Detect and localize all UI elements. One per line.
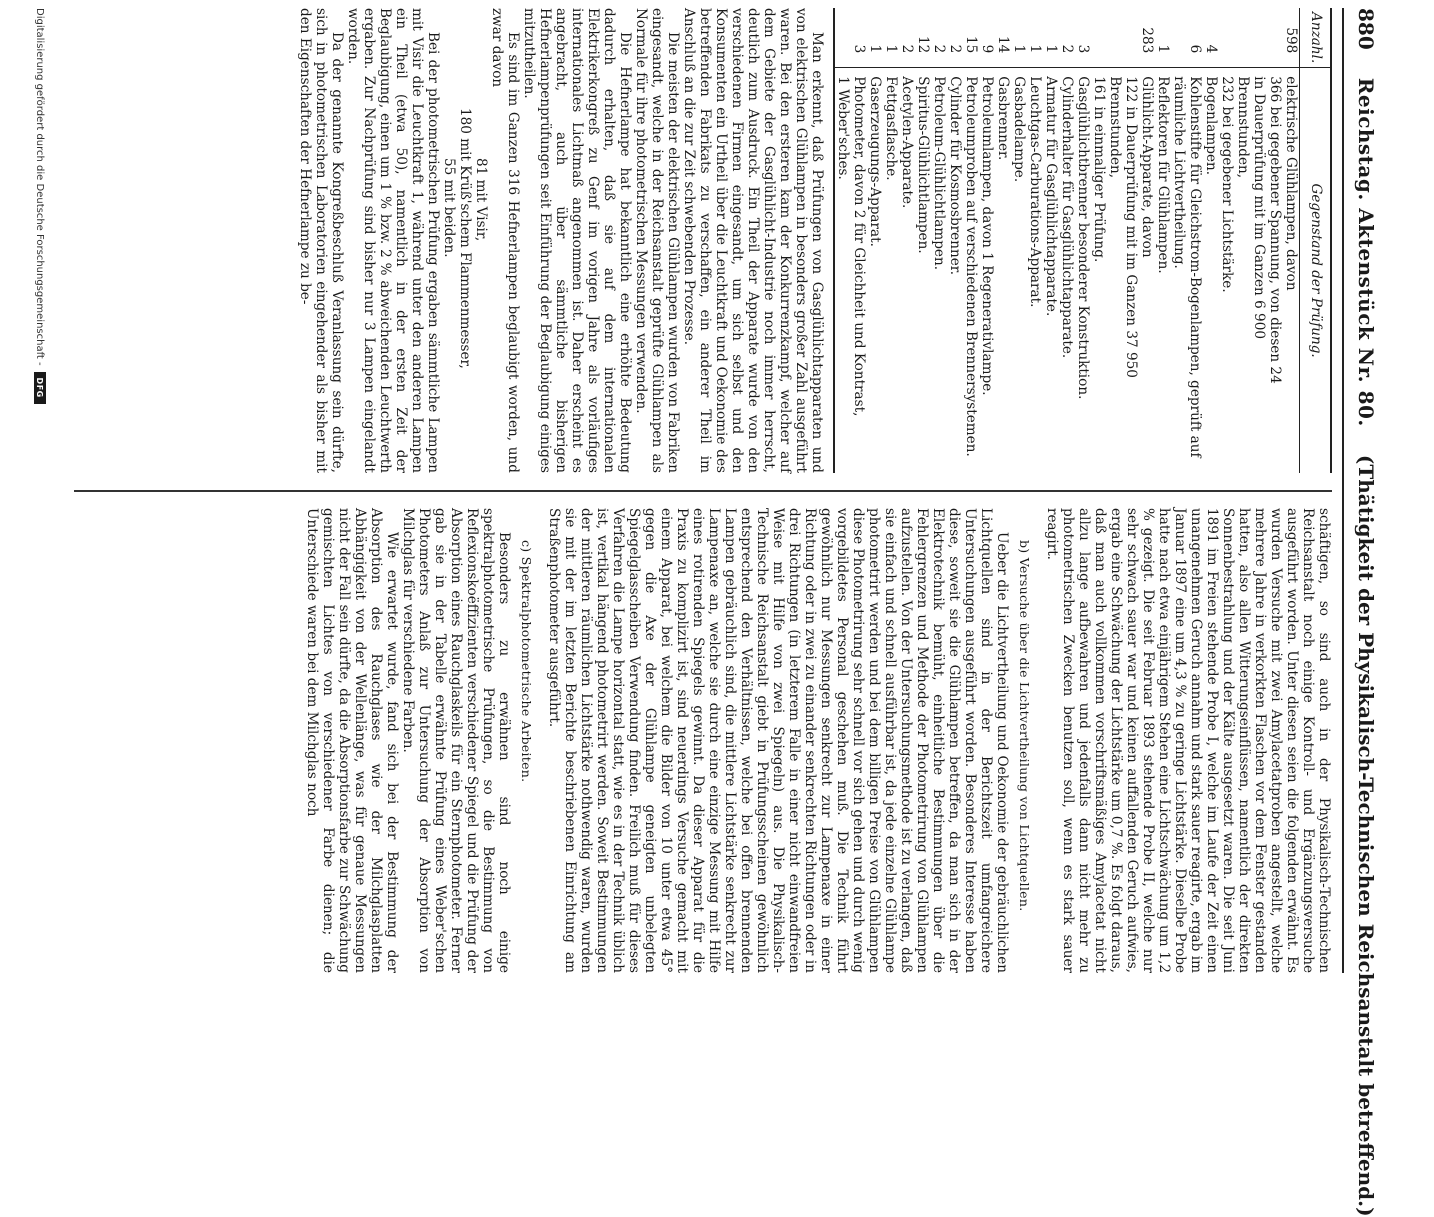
paragraph: Ueber die Lichtvertheilung und Oekonomie der gebräuchlichen Lichtquellen sind in der Berichtszeit umfangreichere Untersuchungen ausgeführt worden. Besonderes Interesse haben diese, soweit sie die Glühlampen betreffen, da man sich in der Elektrotechnik bemüht, einheitliche Bestimmungen über die Fehlergrenzen und Methode der Photometrirung von Glühlampen aufzustellen. Von der Untersuchungsmethode ist zu verlangen, daß sie einfach und schnell ausführbar ist, da jede einzelne Glühlampe photometrirt werden und bei dem billigen Preise von Glühlampen diese Photometrirung sehr schnell vor sich gehen und durch wenig vorgebildetes Personal geschehen muß. Die Technik führt gewöhnlich nur Messungen senkrecht zur Lampenaxe in einer Richtung oder in zwei zu einander senkrechten Richtungen oder in drei Richtungen (in letzterem Falle in einer nicht einwandfreien Weise mit Hilfe von zwei Spiegeln) aus. Die Physikalisch-Technische Reichsanstalt giebt in Prüfungsscheinen gewöhnlich entsprechend den Verhältnissen, welche bei offen brennenden Lampen gebräuchlich sind, die mittlere Lichtstärke senkrecht zur Lampenaxe an, welche sie durch eine einzige Messung mit Hilfe eines rotirenden Spiegels gewinnt. Da dieser Apparat für die Praxis zu komplizirt ist, sind neuerdings Versuche gemacht mit einem Apparat, bei welchem die Bilder von 10 unter etwa 45° gegen die Axe der Glühlampe geneigten unbelegten Spiegelglasscheiben Verwendung finden. Freilich muß für dieses Verfahren die Lampe horizontal statt, wie es in der Technik üblich ist, vertikal hängend photometrirt werden. Soweit Bestimmungen der mittleren räumlichen Lichtstärke nothwendig waren, wurden sie mit der im letzten Berichte beschriebenen Einrichtung am Straßenphotometer ausgeführt. bbox=[546, 508, 1010, 973]
subject-cell: Petroleum-Glühlichtlampen. bbox=[931, 76, 947, 271]
table-row bbox=[1027, 8, 1043, 473]
table-row bbox=[1155, 8, 1171, 473]
examinations-table bbox=[835, 8, 1332, 473]
count-cell: 6 bbox=[1187, 8, 1203, 68]
table-row bbox=[851, 8, 867, 473]
page-context: (Thätigkeit der Physikalisch-Technischen Reichsanstalt betreffend.) bbox=[1354, 454, 1378, 1217]
subject-cell: 161 in einmaliger Prüfung. bbox=[1091, 76, 1107, 263]
table-row bbox=[1235, 8, 1251, 473]
subject-cell: elektrische Glühlampen, davon bbox=[1283, 76, 1299, 291]
count-cell: 15 bbox=[963, 8, 979, 68]
subject-cell: Photometer, davon 2 für Gleichheit und Kontrast, bbox=[851, 76, 867, 417]
subject-cell: Petroleumproben auf verschiedenen Brennersystemen. bbox=[963, 76, 979, 457]
subject-cell: Reflektoren für Glühlampen. bbox=[1155, 76, 1171, 274]
subject-cell: Cylinderhalter für Gasglühlichtapparate. bbox=[1059, 76, 1075, 359]
subject-cell: Fettgasflasche. bbox=[883, 76, 899, 181]
table-row bbox=[1091, 8, 1107, 473]
table-row bbox=[1251, 8, 1267, 473]
subject-cell: Kohlenstifte für Gleichstrom-Bogenlampen, geprüft auf bbox=[1187, 76, 1203, 458]
table-row bbox=[1187, 8, 1203, 473]
list-item: 81 mit Visir, bbox=[473, 158, 489, 242]
paragraph: Besonders zu erwähnen sind noch einige spektralphotometrische Prüfungen, so die Bestimmung von Reflexionskoëffizienten verschiedener Spiegel und die Prüfung der Absorption eines Rauchglaskeils für ein Sternphotometer. Ferner gab sie in der Tabelle erwähnte Prüfung eines Weber'schen Photometers Anlaß zur Untersuchung der Absorption von Milchglas für verschiedene Farben. bbox=[400, 508, 512, 973]
count-cell: 2 bbox=[947, 8, 963, 68]
count-cell: 1 bbox=[1027, 8, 1043, 68]
page-number: 880 bbox=[1354, 8, 1378, 50]
table-row bbox=[1123, 8, 1139, 473]
table-row bbox=[835, 8, 851, 473]
subject-cell: Petroleumlampen, davon 1 Regenerativlampe. bbox=[979, 76, 995, 396]
count-cell: 598 bbox=[1283, 8, 1300, 68]
subject-cell: 122 in Dauerprüfung mit im Ganzen 37 950 bbox=[1123, 76, 1139, 378]
table-row bbox=[1267, 8, 1283, 473]
dfg-logo: DFG bbox=[34, 372, 46, 404]
table-row bbox=[1043, 8, 1059, 473]
subject-cell: räumliche Lichtvertheilung. bbox=[1171, 76, 1187, 269]
section-heading-c: c) Spektralphotometrische Arbeiten. bbox=[519, 540, 534, 783]
count-cell bbox=[1123, 8, 1139, 68]
header-rule bbox=[1342, 8, 1344, 973]
subject-cell: Spiritus-Glühlichtlampen. bbox=[915, 76, 931, 254]
subject-cell: 232 bei gegebener Lichtstärke. bbox=[1219, 76, 1235, 293]
table-row bbox=[1283, 8, 1300, 473]
paragraph: Da der genannte Kongreßbeschluß Veranlassung sein dürfte, sich in photometrischen Laboratorien eingehender als bisher mit den Eigenschaften der Hefnerlampe zu be- bbox=[297, 8, 345, 473]
subject-cell: Glühlicht-Apparate, davon bbox=[1139, 76, 1155, 258]
count-cell: 12 bbox=[915, 8, 931, 68]
count-cell bbox=[1267, 8, 1283, 68]
left-column bbox=[74, 8, 1332, 473]
count-cell bbox=[1235, 8, 1251, 68]
column-header-subject: Gegenstand der Prüfung. bbox=[1300, 68, 1332, 473]
document-scan bbox=[74, 8, 1378, 1217]
table-body bbox=[835, 8, 1300, 473]
subject-cell: Brennstunden, bbox=[1107, 76, 1123, 179]
subject-cell: Armatur für Gasglühlichtapparate. bbox=[1043, 76, 1059, 317]
count-cell bbox=[835, 8, 851, 68]
table-row bbox=[867, 8, 883, 473]
table-row bbox=[931, 8, 947, 473]
count-cell: 1 bbox=[1011, 8, 1027, 68]
list-item: 55 mit beiden. bbox=[441, 158, 457, 258]
table-row bbox=[883, 8, 899, 473]
paragraph: Es sind im Ganzen 316 Hefnerlampen beglaubigt worden, und zwar davon bbox=[489, 8, 521, 473]
count-cell: 2 bbox=[1059, 8, 1075, 68]
table-row bbox=[1107, 8, 1123, 473]
list-item: 180 mit Krüß'schem Flammenmesser, bbox=[457, 108, 473, 369]
paragraph: Die meisten der elektrischen Glühlampen wurden von Fabriken eingesandt, welche in der Reichsanstalt geprüfte Glühlampen als Normale für ihre photometrischen Messungen verwenden. bbox=[633, 8, 681, 473]
table-row bbox=[899, 8, 915, 473]
table-row bbox=[1059, 8, 1075, 473]
count-cell: 3 bbox=[1075, 8, 1091, 68]
subject-cell: Gasbadelampe. bbox=[1011, 76, 1027, 183]
column-divider bbox=[74, 490, 1332, 492]
table-row bbox=[963, 8, 979, 473]
section-heading-b: b) Versuche über die Lichtvertheilung von Lichtquellen. bbox=[1017, 540, 1032, 912]
count-cell: 1 bbox=[1043, 8, 1059, 68]
table-row bbox=[947, 8, 963, 473]
table-row bbox=[979, 8, 995, 473]
running-header bbox=[1344, 8, 1378, 1217]
paragraph: schäftigen, so sind auch in der Physikalisch-Technischen Reichsanstalt noch einige Kontroll- und Ergänzungsversuche ausgeführt worden. Unter diesen seien die folgenden erwähnt. Es wurden Versuche mit zwei Amylacetatproben angestellt, welche mehrere Jahre in verkorkten Flaschen vor dem Fenster gestanden hatten, also allen Witterungseinflüssen, namentlich der direkten Sonnenbestrahlung und der Kälte ausgesetzt waren. Die seit Juni 1891 im Freien stehende Probe I, welche im Laufe der Zeit einen unangenehmen Geruch annahm und stark sauer reagirte, ergab im Januar 1897 eine um 4,3 % zu geringe Lichtstärke. Dieselbe Probe hatte nach etwa einjährigem Stehen eine Lichtschwächung um 1,2 % gezeigt. Die seit Februar 1893 stehende Probe II, welche nur sehr schwach sauer war und keinen auffallenden Geruch aufwies, ergab eine Schwächung der Lichtstärke um 0,7 %. Es folgt daraus, daß man auch vollkommen vorschriftsmäßiges Amylacetat nicht allzu lange aufbewahren und jedenfalls dann nicht mehr zu photometrischen Zwecken benutzen soll, wenn es stark sauer reagirt. bbox=[1044, 508, 1332, 973]
subject-cell: Leuchtgas-Carburations-Apparat. bbox=[1027, 76, 1043, 308]
digitization-note bbox=[10, 0, 70, 1000]
subject-cell: Gaserzeugungs-Apparat. bbox=[867, 76, 883, 247]
table-row bbox=[1171, 8, 1187, 473]
count-cell bbox=[1091, 8, 1107, 68]
subject-cell: Bogenlampen. bbox=[1203, 76, 1219, 176]
count-cell bbox=[1171, 8, 1187, 68]
count-cell: 9 bbox=[979, 8, 995, 68]
count-cell: 3 bbox=[851, 8, 867, 68]
paragraph: Wie erwartet wurde, fand sich bei der Bestimmung der Absorption des Rauchglases wie der Milchglasplatten Abhängigkeit von der Wellenlänge, was für genaue Messungen nicht der Fall sein dürfte, da die Absorptionsfarbe zur Schwächung gemischten Lichtes von verschiedener Farbe dienen; die Unterschiede waren bei dem Milchglas noch bbox=[304, 508, 400, 973]
count-cell bbox=[1107, 8, 1123, 68]
count-cell: 2 bbox=[931, 8, 947, 68]
table-row bbox=[1011, 8, 1027, 473]
column-header-count: Anzahl. bbox=[1300, 8, 1332, 68]
count-cell bbox=[1219, 8, 1235, 68]
table-row bbox=[1075, 8, 1091, 473]
count-cell bbox=[1251, 8, 1267, 68]
count-cell: 1 bbox=[867, 8, 883, 68]
subject-cell: Cylinder für Kosmosbrenner. bbox=[947, 76, 963, 276]
table-row bbox=[1219, 8, 1235, 473]
subject-cell: Acetylen-Apparate. bbox=[899, 76, 915, 209]
page-title: Reichstag. Aktenstück Nr. 80. bbox=[1354, 77, 1378, 427]
table-row bbox=[1139, 8, 1155, 473]
count-cell: 14 bbox=[995, 8, 1011, 68]
count-cell: 1 bbox=[883, 8, 899, 68]
subject-cell: 366 bei gegebener Spannung, von diesen 24 bbox=[1267, 76, 1283, 384]
subject-cell: Gasbrenner. bbox=[995, 76, 1011, 161]
paragraph: Man erkennt, daß Prüfungen von Gasglühlichtapparaten und von elektrischen Glühlampen in besonders großer Zahl ausgeführt waren. Bei den ersteren kam der Konkurrenzkampf, welcher auf dem Gebiete der Gasglühlicht-Industrie noch immer herrscht, deutlich zum Ausdruck. Ein Theil der Apparate wurde von den verschiedenen Firmen eingesandt, um sich selbst und den Konsumenten ein Urtheil über die Leuchtkraft und Oekonomie des betreffenden Fabrikats zu verschaffen, ein anderer Theil im Anschluß an die zur Zeit schwebenden Prozesse. bbox=[681, 8, 825, 473]
count-cell: 4 bbox=[1203, 8, 1219, 68]
table-row bbox=[995, 8, 1011, 473]
table-row bbox=[1203, 8, 1219, 473]
table-row bbox=[915, 8, 931, 473]
subject-cell: 1 Weber'sches. bbox=[835, 76, 851, 180]
count-cell: 283 bbox=[1139, 8, 1155, 68]
subject-cell: Brennstunden, bbox=[1235, 76, 1251, 179]
paragraph: Die Hefnerlampe hat bekanntlich eine erhöhte Bedeutung dadurch erhalten, daß sie auf dem internationalen Elektrikerkongreß zu Genf im vorigen Jahre als vorläufiges internationales Lichtmaß angenommen ist. Daher erscheint es angebracht, auch über sämmtliche bisherigen Hefnerlampenprüfungen seit Einführung der Beglaubigung einiges mitzutheilen. bbox=[521, 8, 633, 473]
subject-cell: in Dauerprüfung mit im Ganzen 6 900 bbox=[1251, 76, 1267, 340]
count-cell: 1 bbox=[1155, 8, 1171, 68]
paragraph: Bei der photometrischen Prüfung ergaben sämmtliche Lampen mit Visir die Leuchtkraft 1, während unter den anderen Lampen ein Theil (etwa 50), namentlich in der ersten Zeit der Beglaubigung, einen um 1 % bzw. 2 % abweichenden Leuchtwerth ergaben. Zur Nachprüfung sind bisher nur 3 Lampen eingelandt worden. bbox=[345, 8, 441, 473]
digitization-text: Digitalisierung gefördert durch die Deutsche Forschungsgemeinschaft - bbox=[34, 8, 46, 366]
count-cell: 2 bbox=[899, 8, 915, 68]
subject-cell: Gasglühlichtbrenner besonderer Konstruktion. bbox=[1075, 76, 1091, 400]
right-column bbox=[74, 508, 1332, 973]
